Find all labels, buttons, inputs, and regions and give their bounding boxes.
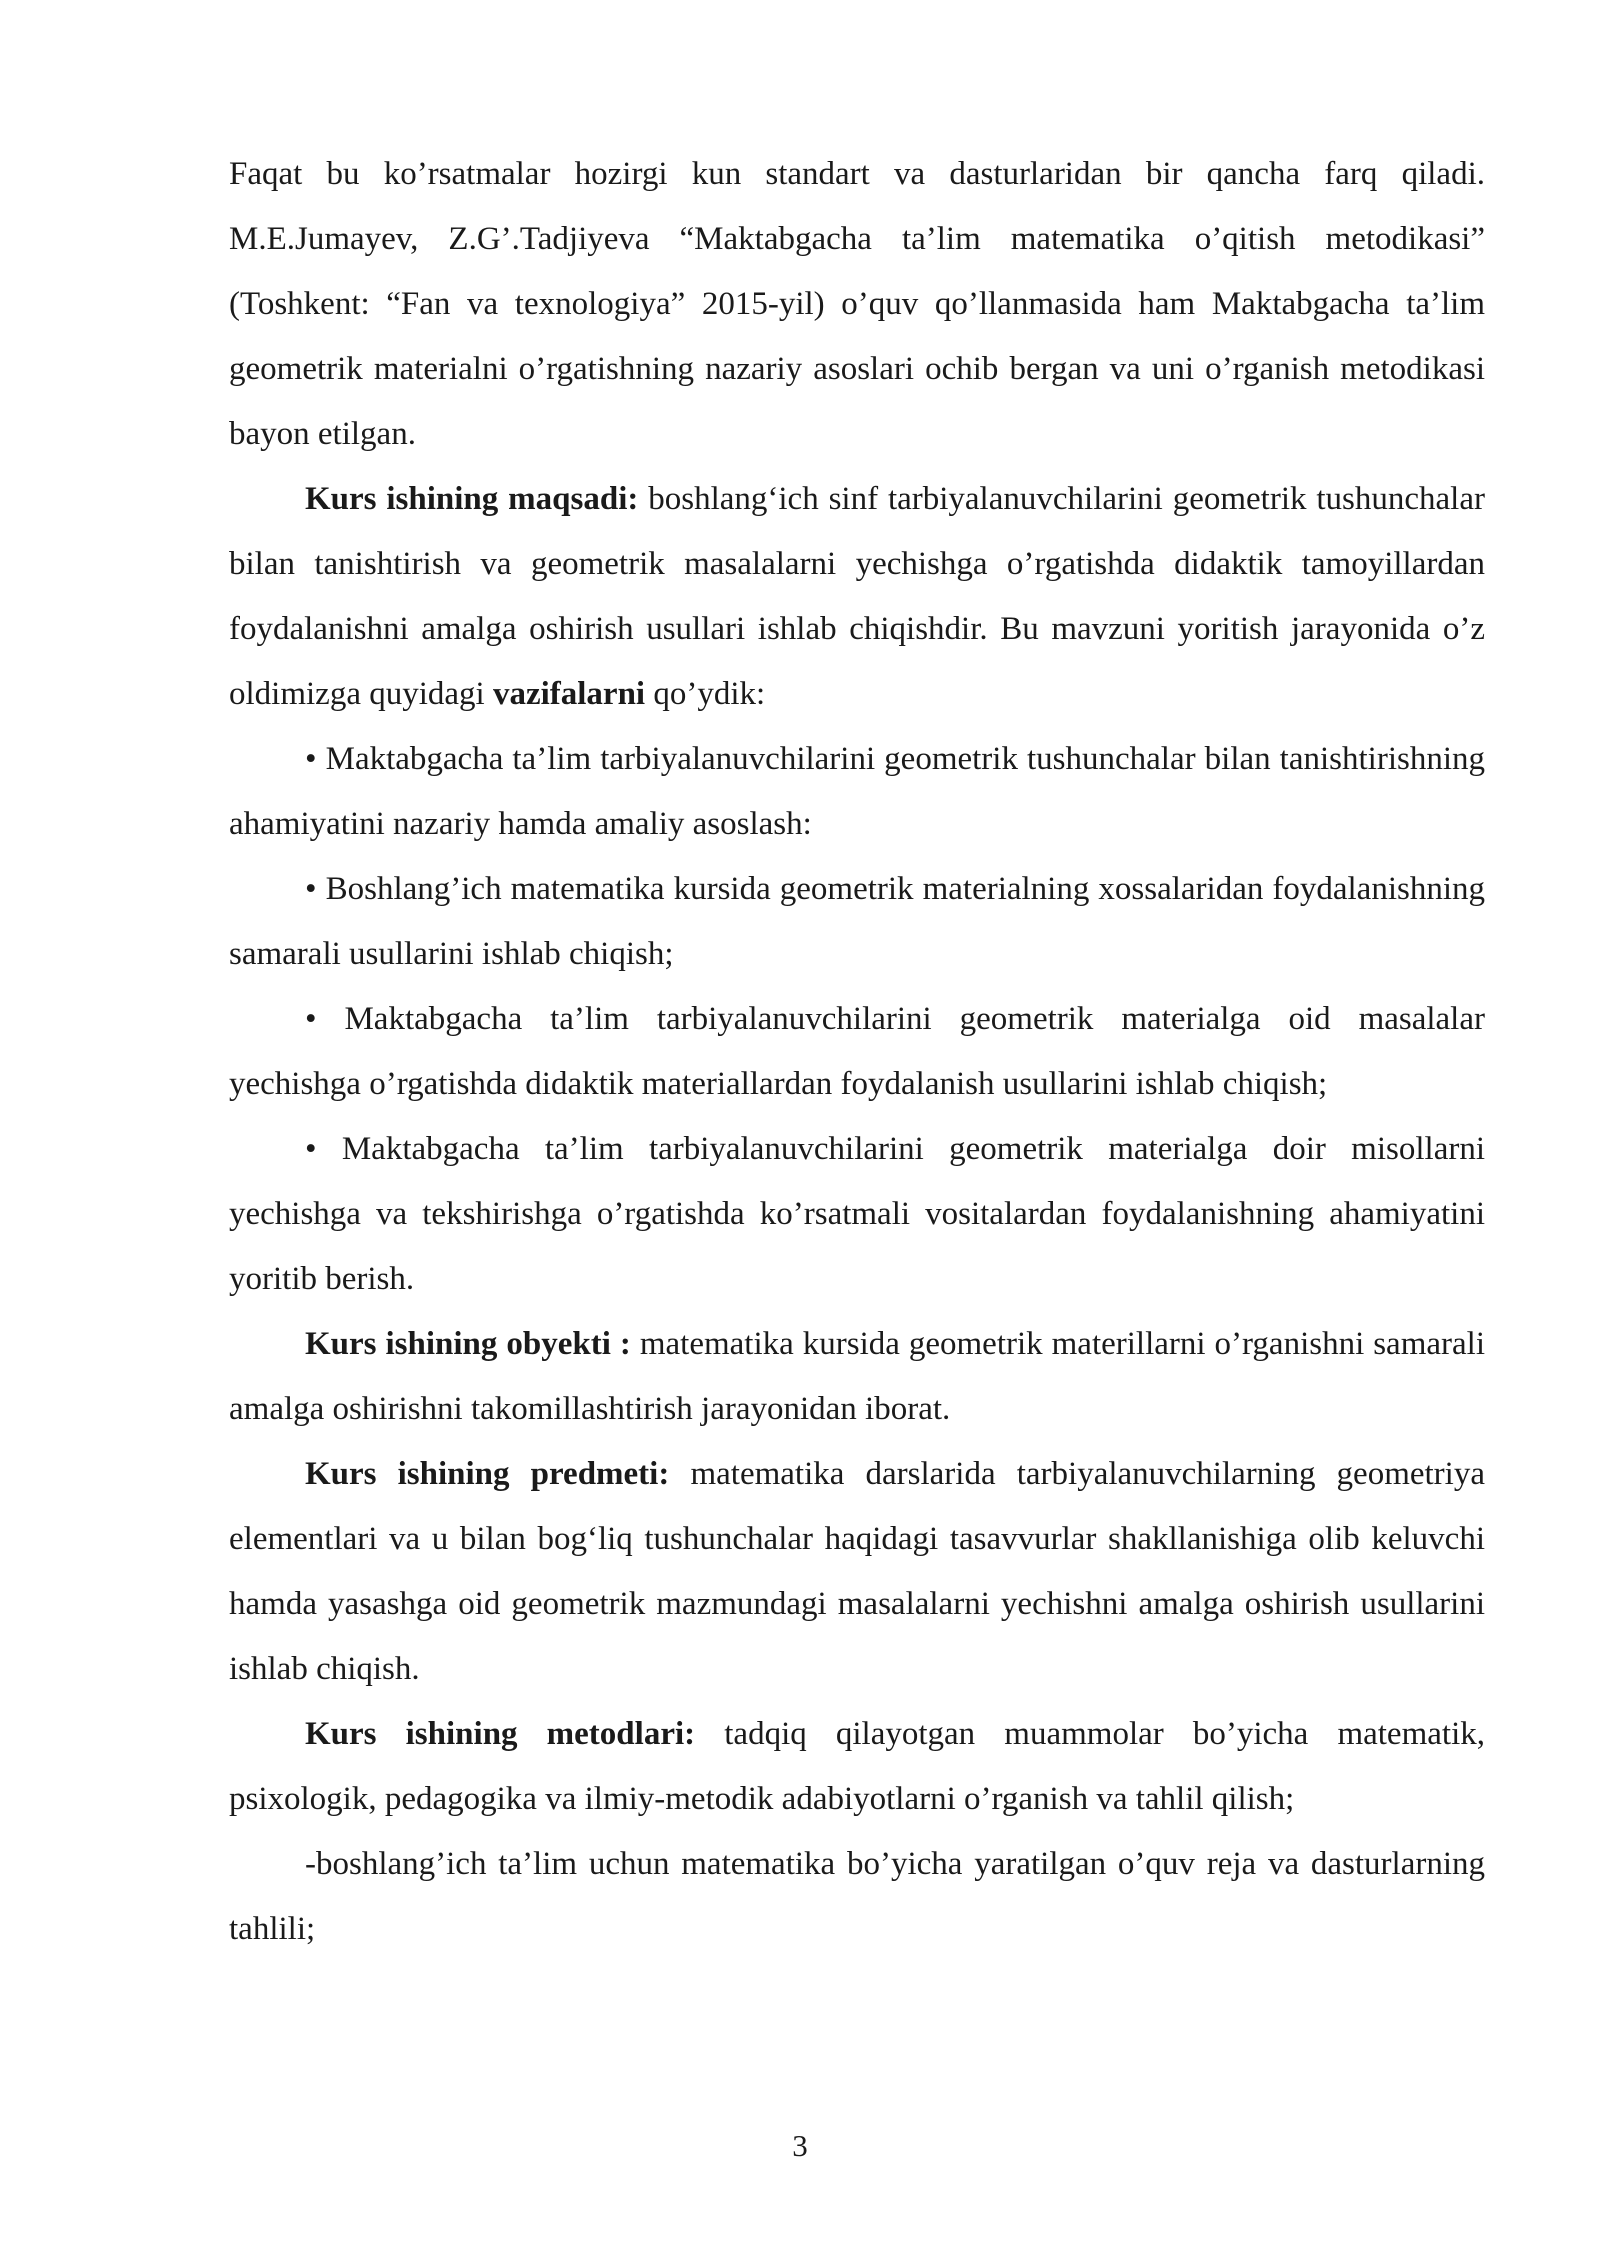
bullet-item [229, 987, 1485, 1117]
bullet-item [229, 857, 1485, 987]
subject-text: matematika darslarida tarbiyalanuvchilarning geometriya elementlari va u bilan bog‘liq tushunchalar haqidagi tasavvurlar shakllanishiga olib keluvchi hamda yasashga oid geometrik mazmundagi masalalarni yechishni amalga oshirish usullarini ishlab chiqish. [229, 1456, 1485, 1687]
bullet-item [229, 1117, 1485, 1312]
subject-paragraph [229, 1442, 1485, 1702]
goal-label: Kurs ishining maqsadi: [305, 481, 639, 517]
intro-paragraph: Faqat bu ko’rsatmalar hozirgi kun standart va dasturlaridan bir qancha farq qiladi. M.E.Jumayev, Z.G’.Tadjiyeva “Maktabgacha ta’lim matematika o’qitish metodikasi” (Toshkent: “Fan va texnologiya” 2015-yil) o’quv qo’llanmasida ham Maktabgacha ta’lim geometrik materialni o’rgatishning nazariy asoslari ochib bergan va uni o’rganish metodikasi bayon etilgan. [229, 156, 1485, 452]
goal-text: boshlang‘ich sinf tarbiyalanuvchilarini geometrik tushunchalar bilan tanishtirish va geometrik masalalarni yechishga o’rgatishda didaktik tamoyillardan foydalanishni amalga oshirish usullari ishlab chiqishdir. Bu mavzuni yoritish jarayonida o’z oldimizga quyidagi [229, 481, 1485, 712]
bullet-text: Maktabgacha ta’lim tarbiyalanuvchilarini geometrik tushunchalar bilan tanishtirishning ahamiyatini nazariy hamda amaliy asoslash: [229, 741, 1485, 842]
bullet-icon: • [305, 1131, 317, 1167]
analysis-paragraph: -boshlang’ich ta’lim uchun matematika bo’yicha yaratilgan o’quv reja va dasturlarning tahlili; [229, 1846, 1485, 1947]
object-paragraph [229, 1312, 1485, 1442]
goal-text-end: qo’ydik: [645, 676, 766, 712]
methods-text: tadqiq qilayotgan muammolar bo’yicha matematik, psixologik, pedagogika va ilmiy-metodik adabiyotlarni o’rganish va tahlil qilish; [229, 1716, 1485, 1817]
document-body [229, 142, 1485, 1962]
bullet-text: Maktabgacha ta’lim tarbiyalanuvchilarini geometrik materialga oid masalalar yechishga o’rgatishda didaktik materiallardan foydalanish usullarini ishlab chiqish; [229, 1001, 1485, 1102]
page-number: 3 [792, 2128, 808, 2163]
bullet-text: Maktabgacha ta’lim tarbiyalanuvchilarini geometrik materialga doir misollarni yechishga va tekshirishga o’rgatishda ko’rsatmali vositalardan foydalanishning ahamiyatini yoritib berish. [229, 1131, 1485, 1297]
tasks-word: vazifalarni [492, 676, 646, 712]
bullet-icon: • [305, 871, 317, 907]
bullet-item [229, 727, 1485, 857]
bullet-icon: • [305, 741, 317, 777]
methods-label: Kurs ishining metodlari: [305, 1716, 696, 1752]
bullet-icon: • [305, 1001, 317, 1037]
methods-paragraph [229, 1702, 1485, 1832]
subject-label: Kurs ishining predmeti: [305, 1456, 670, 1492]
object-text: matematika kursida geometrik materillarni o’rganishni samarali amalga oshirishni takomillashtirish jarayonidan iborat. [229, 1326, 1485, 1427]
bullet-text: Boshlang’ich matematika kursida geometrik materialning xossalaridan foydalanishning samarali usullarini ishlab chiqish; [229, 871, 1486, 972]
goal-paragraph [229, 467, 1485, 727]
object-label: Kurs ishining obyekti : [305, 1326, 631, 1362]
